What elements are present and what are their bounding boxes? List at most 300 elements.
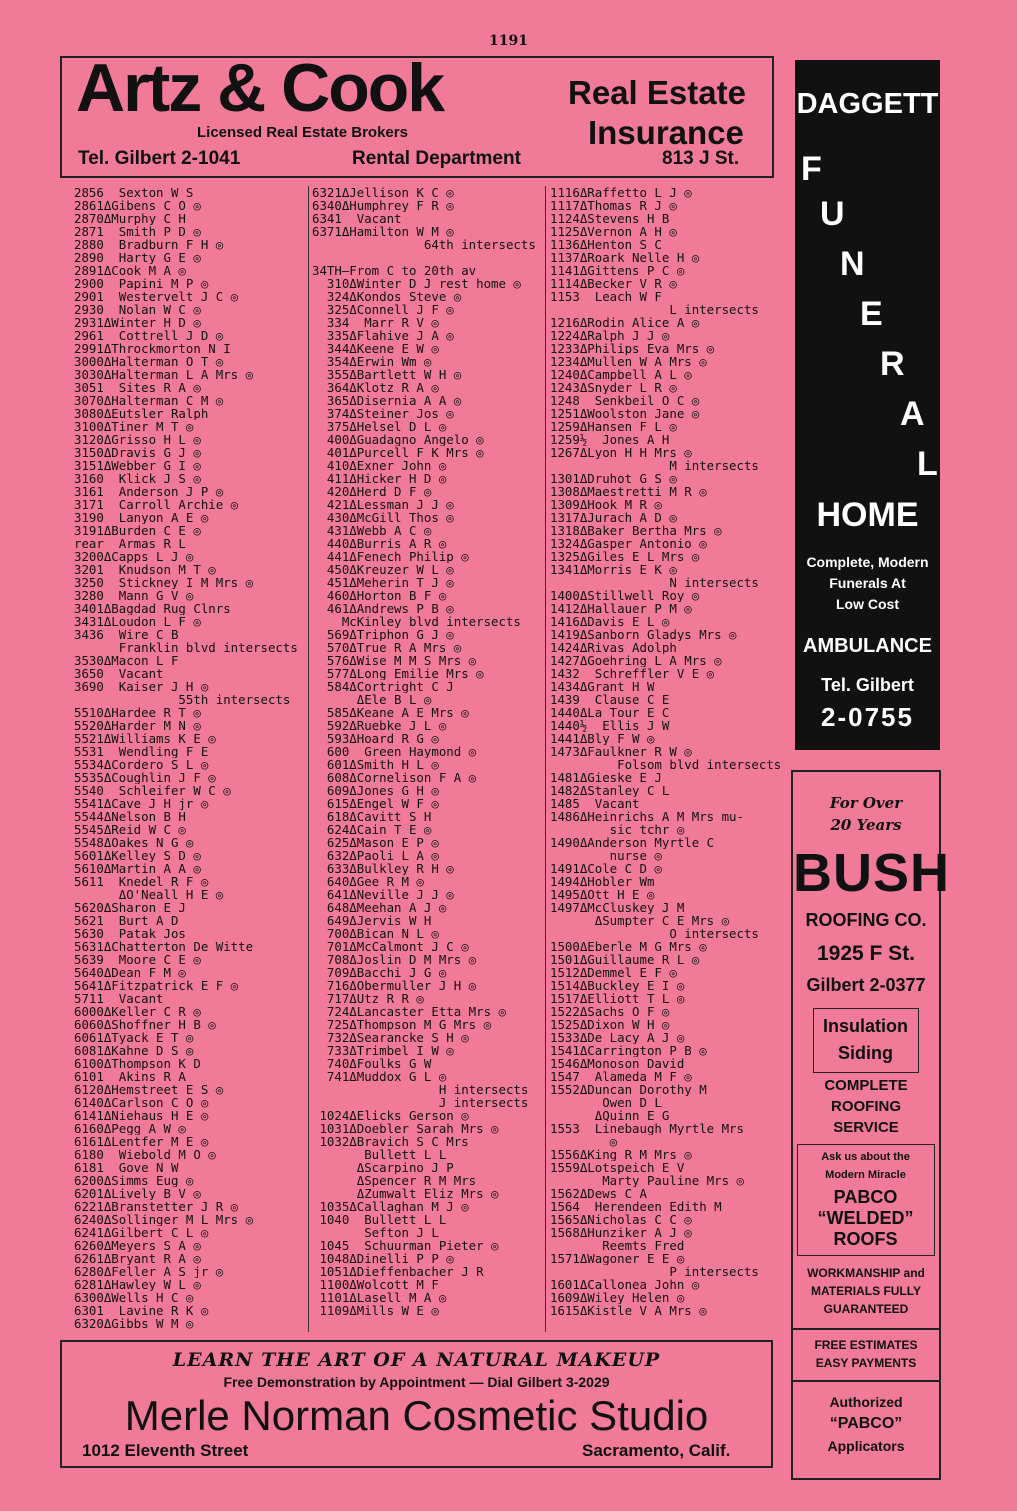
daggett-line: Funerals At [829, 575, 906, 591]
directory-entry: Franklin blvd intersects [74, 641, 298, 654]
bush-workmanship: WORKMANSHIP and [807, 1266, 925, 1280]
directory-entry: 2991ΔThrockmorton N I [74, 342, 231, 355]
directory-entry: 324ΔKondos Steve ◎ [312, 290, 462, 303]
daggett-line: Low Cost [836, 596, 899, 612]
directory-entry: 6181 Gove N W [74, 1161, 179, 1174]
bush-ask: Modern Miracle [825, 1169, 906, 1181]
directory-entry: 1318ΔBaker Bertha Mrs ◎ [550, 524, 722, 537]
directory-entry: 1541ΔCarrington P B ◎ [550, 1044, 707, 1057]
merle-norman-ad [60, 1340, 773, 1468]
directory-entry: 6321ΔJellison K C ◎ [312, 186, 454, 199]
directory-entry: 401ΔPurcell F K Mrs ◎ [312, 446, 484, 459]
directory-entry: 1136ΔHenton S C [550, 238, 662, 251]
directory-entry: 3401ΔBagdad Rug Clnrs [74, 602, 231, 615]
directory-entry: 600 Green Haymond ◎ [312, 745, 477, 758]
directory-entry: 640ΔGee R M ◎ [312, 875, 424, 888]
directory-entry: 5610ΔMartin A A ◎ [74, 862, 201, 875]
directory-entry: J intersects [312, 1096, 529, 1109]
directory-entry: 1565ΔNicholas C C ◎ [550, 1213, 692, 1226]
directory-entry: 1473ΔFaulkner R W ◎ [550, 745, 692, 758]
merle-name: Merle Norman Cosmetic Studio [124, 1392, 709, 1439]
bush-authorized: Authorized [829, 1394, 903, 1410]
directory-entry: 609ΔJones G H ◎ [312, 784, 439, 797]
directory-entry: 740ΔFoulks G W [312, 1057, 432, 1070]
directory-entry: 725ΔThompson M G Mrs ◎ [312, 1018, 492, 1031]
bush-roofing-ad [791, 770, 951, 1480]
directory-entry: McKinley blvd intersects [312, 615, 521, 628]
directory-entry: 1416ΔDavis E L ◎ [550, 615, 670, 628]
directory-entry: 5641ΔFitzpatrick E F ◎ [74, 979, 239, 992]
directory-entry: 1546ΔMonoson David [550, 1057, 685, 1070]
directory-entry: 709ΔBacchi J G ◎ [312, 966, 447, 979]
directory-entry: 641ΔNeville J J ◎ [312, 888, 454, 901]
bush-name: BUSH [793, 843, 951, 903]
directory-entry: 1553 Linebaugh Myrtle Mrs [550, 1122, 744, 1135]
directory-entry: 1309ΔHook M R ◎ [550, 498, 662, 511]
bush-ask: Ask us about the [821, 1151, 910, 1163]
directory-entry: 1035ΔCallaghan M J ◎ [312, 1200, 469, 1213]
bush-insulation: Insulation [823, 1016, 908, 1036]
directory-entry: 585ΔKeane A E Mrs ◎ [312, 706, 469, 719]
directory-entry: 335ΔFlahive J A ◎ [312, 329, 454, 342]
directory-entry: 1325ΔGiles E L Mrs ◎ [550, 550, 700, 563]
directory-entry: 374ΔSteiner Jos ◎ [312, 407, 454, 420]
directory-entry: 1564 Herendeen Edith M [550, 1200, 722, 1213]
directory-entry: 5531 Wendling F E [74, 745, 209, 758]
directory-entry: 1248 Senkbeil O C ◎ [550, 394, 700, 407]
divider [793, 1328, 939, 1330]
directory-entry: 1301ΔDruhot G S ◎ [550, 472, 677, 485]
directory-entry: ΔSpencer R M Mrs [312, 1174, 477, 1187]
directory-entry: 5541ΔCave J H jr ◎ [74, 797, 209, 810]
directory-entry: 593ΔHoard R G ◎ [312, 732, 439, 745]
bush-free-estimates: FREE ESTIMATES [814, 1338, 918, 1352]
directory-entry: M intersects [550, 459, 759, 472]
bush-siding: Siding [838, 1043, 893, 1063]
merle-free-demo: Free Demonstration by Appointment — Dial Gilbert 3-2029 [223, 1374, 610, 1390]
directory-entry: 1324ΔGasper Antonio ◎ [550, 537, 707, 550]
funeral-letter: A [900, 395, 925, 433]
directory-entry: 6300ΔWells H C ◎ [74, 1291, 194, 1304]
directory-entry: 344ΔKeene E W ◎ [312, 342, 439, 355]
directory-entry: 1400ΔStillwell Roy ◎ [550, 589, 700, 602]
directory-entry: 421ΔLessman J J ◎ [312, 498, 454, 511]
daggett-funeral-ad [795, 60, 940, 750]
directory-entry: 5510ΔHardee R T ◎ [74, 706, 201, 719]
directory-entry: 1514ΔBuckley E I ◎ [550, 979, 685, 992]
directory-entry: 1259ΔHansen F L ◎ [550, 420, 677, 433]
funeral-letter: R [880, 345, 905, 383]
directory-entry: 6081ΔKahne D S ◎ [74, 1044, 194, 1057]
directory-entry: 1045 Schuurman Pieter ◎ [312, 1239, 499, 1252]
directory-entry: 633ΔBulkley R H ◎ [312, 862, 454, 875]
page-number: 1191 [489, 33, 528, 49]
directory-entry: ΔEle B L ◎ [312, 693, 432, 706]
artz-real-estate: Real Estate [568, 74, 746, 111]
directory-entry: 2861ΔGibens C O ◎ [74, 199, 201, 212]
directory-entry: 1224ΔRalph J J ◎ [550, 329, 670, 342]
directory-entry: 6301 Lavine R K ◎ [74, 1304, 209, 1317]
directory-entry: Bullett L L [312, 1148, 447, 1161]
directory-entry: 375ΔHelsel D L ◎ [312, 420, 447, 433]
directory-column-2 [312, 186, 542, 1317]
directory-entry: 5601ΔKelley S D ◎ [74, 849, 201, 862]
directory-entry: 1440½ Ellis J W [550, 719, 670, 732]
directory-entry: 1251ΔWoolston Jane ◎ [550, 407, 700, 420]
directory-entry: 1216ΔRodin Alice A ◎ [550, 316, 700, 329]
directory-entry: 3191ΔBurden C E ◎ [74, 524, 201, 537]
directory-entry: 6371ΔHamilton W M ◎ [312, 225, 454, 238]
pabco-box [797, 1144, 935, 1256]
merle-address: 1012 Eleventh Street [82, 1441, 249, 1460]
directory-entry: 3171 Carroll Archie ◎ [74, 498, 239, 511]
directory-entry: 1434ΔGrant H W [550, 680, 655, 693]
directory-entry: 1419ΔSanborn Gladys Mrs ◎ [550, 628, 737, 641]
directory-entry: 732ΔSearancke S H ◎ [312, 1031, 469, 1044]
directory-entry: Owen D L [550, 1096, 662, 1109]
directory-entry: 2870ΔMurphy C H [74, 212, 186, 225]
directory-entry: 6320ΔGibbs W M ◎ [74, 1317, 194, 1330]
merle-city: Sacramento, Calif. [582, 1441, 731, 1460]
directory-entry: 1153 Leach W F [550, 290, 662, 303]
artz-subtitle: Licensed Real Estate Brokers [197, 124, 408, 141]
directory-entry: rear Armas R L [74, 537, 186, 550]
directory-entry: 3161 Anderson J P ◎ [74, 485, 224, 498]
bush-for-over: For Over [829, 794, 903, 812]
bush-pabco-quoted: “PABCO” [829, 1415, 903, 1432]
directory-entry: sic tchr ◎ [550, 823, 685, 836]
directory-column-3 [550, 186, 782, 1317]
directory-entry: 6340ΔHumphrey F R ◎ [312, 199, 454, 212]
bush-address: 1925 F St. [816, 942, 916, 965]
directory-entry: 733ΔTrimbel I W ◎ [312, 1044, 454, 1057]
directory-entry: 364ΔKlotz R A ◎ [312, 381, 439, 394]
directory-entry: 1124ΔStevens H B [550, 212, 670, 225]
directory-entry: 6160ΔPegg A W ◎ [74, 1122, 186, 1135]
directory-entry: H intersects [312, 1083, 529, 1096]
directory-entry: 1267ΔLyon H H Mrs ◎ [550, 446, 692, 459]
directory-entry: 1137ΔRoark Nelle H ◎ [550, 251, 700, 264]
artz-address: 813 J St. [662, 148, 740, 169]
bush-years: 20 Years [830, 816, 902, 834]
directory-entry: 410ΔExner John ◎ [312, 459, 447, 472]
directory-entry: 649ΔJervis W H [312, 914, 432, 927]
directory-entry: 3201 Knudson M T ◎ [74, 563, 216, 576]
directory-entry: 3190 Lanyon A E ◎ [74, 511, 209, 524]
directory-entry: 3650 Vacant [74, 667, 164, 680]
directory-entry: 2961 Cottrell J D ◎ [74, 329, 224, 342]
bush-pabco: PABCO [833, 1187, 898, 1207]
directory-entry: 3250 Stickney I M Mrs ◎ [74, 576, 254, 589]
directory-entry: 1114ΔBecker V R ◎ [550, 277, 677, 290]
merle-learn: LEARN THE ART OF A NATURAL MAKEUP [172, 1349, 661, 1371]
directory-entry: 55th intersects [74, 693, 291, 706]
directory-entry: 592ΔRuebke J L ◎ [312, 719, 447, 732]
funeral-letter: E [860, 295, 883, 333]
directory-entry: 1495ΔOtt H E ◎ [550, 888, 655, 901]
directory-entry: 5630 Patak Jos [74, 927, 186, 940]
directory-entry: 1031ΔDoebler Sarah Mrs ◎ [312, 1122, 499, 1135]
directory-entry: P intersects [550, 1265, 759, 1278]
directory-entry: 648ΔMeehan A J ◎ [312, 901, 447, 914]
directory-entry: 1482ΔStanley C L [550, 784, 670, 797]
directory-entry: 1490ΔAnderson Myrtle C [550, 836, 715, 849]
directory-entry: 1568ΔHunziker A J ◎ [550, 1226, 692, 1239]
directory-entry: 624ΔCain T E ◎ [312, 823, 432, 836]
directory-entry: 1571ΔWagoner E E ◎ [550, 1252, 685, 1265]
directory-entry: 1341ΔMorris E K ◎ [550, 563, 677, 576]
directory-entry: 6000ΔKeller C R ◎ [74, 1005, 201, 1018]
directory-entry: 6060ΔShoffner H B ◎ [74, 1018, 216, 1031]
directory-entry: 6120ΔHemstreet E S ◎ [74, 1083, 224, 1096]
bush-easy-payments: EASY PAYMENTS [815, 1356, 917, 1370]
daggett-ambulance: AMBULANCE [803, 635, 932, 657]
directory-entry: 584ΔCortright C J [312, 680, 454, 693]
directory-entry: 460ΔHorton B F ◎ [312, 589, 447, 602]
directory-entry: 6240ΔSollinger M L Mrs ◎ [74, 1213, 254, 1226]
daggett-name: DAGGETT [796, 88, 939, 120]
directory-entry: 6241ΔGilbert C L ◎ [74, 1226, 209, 1239]
directory-entry: 411ΔHicker H D ◎ [312, 472, 447, 485]
funeral-letter: N [840, 245, 865, 283]
funeral-letter: U [820, 195, 845, 233]
directory-entry: 451ΔMeherin T J ◎ [312, 576, 454, 589]
directory-entry: 6261ΔBryant R A ◎ [74, 1252, 201, 1265]
directory-entry: ◎ [550, 1135, 618, 1148]
directory-entry: 1501ΔGuillaume R L ◎ [550, 953, 700, 966]
directory-entry: Folsom blvd intersects [550, 758, 782, 771]
daggett-line: Complete, Modern [806, 554, 929, 570]
directory-entry: O intersects [550, 927, 759, 940]
directory-entry: 1522ΔSachs O F ◎ [550, 1005, 670, 1018]
directory-entry: 601ΔSmith H L ◎ [312, 758, 439, 771]
directory-entry: 355ΔBartlett W H ◎ [312, 368, 462, 381]
directory-entry: 608ΔCornelison F A ◎ [312, 771, 477, 784]
directory-entry: 700ΔBican N L ◎ [312, 927, 439, 940]
directory-entry: 1243ΔSnyder L R ◎ [550, 381, 677, 394]
directory-entry: 5534ΔCordero S L ◎ [74, 758, 209, 771]
directory-entry: 716ΔObermuller J H ◎ [312, 979, 477, 992]
directory-entry: 1547 Alameda M F ◎ [550, 1070, 692, 1083]
directory-entry: 5639 Moore C E ◎ [74, 953, 201, 966]
insulation-box [813, 1008, 919, 1073]
directory-entry: ΔScarpino J P [312, 1161, 454, 1174]
directory-entry: 1259½ Jones A H [550, 433, 670, 446]
directory-entry: 2871 Smith P D ◎ [74, 225, 201, 238]
directory-entry: 724ΔLancaster Etta Mrs ◎ [312, 1005, 506, 1018]
directory-entry: 400ΔGuadagno Angelo ◎ [312, 433, 484, 446]
directory-entry: 5540 Schleifer W C ◎ [74, 784, 231, 797]
directory-entry: 3530ΔMacon L F [74, 654, 179, 667]
directory-entry: 3200ΔCapps L J ◎ [74, 550, 194, 563]
directory-entry: 3280 Mann G V ◎ [74, 589, 194, 602]
directory-entry: 1441ΔBly F W ◎ [550, 732, 655, 745]
directory-entry: 1048ΔDinelli P P ◎ [312, 1252, 454, 1265]
directory-entry: 1440ΔLa Tour E C [550, 706, 670, 719]
directory-entry: 441ΔFenech Philip ◎ [312, 550, 469, 563]
artz-insurance: Insurance [588, 114, 744, 151]
directory-entry: 1233ΔPhilips Eva Mrs ◎ [550, 342, 715, 355]
bush-materials: MATERIALS FULLY [811, 1284, 921, 1298]
column-divider [308, 186, 309, 1332]
directory-entry: 2931ΔWinter H D ◎ [74, 316, 201, 329]
directory-entry: 6200ΔSimms Eug ◎ [74, 1174, 194, 1187]
directory-entry: 1615ΔKistle V A Mrs ◎ [550, 1304, 707, 1317]
directory-entry: 6140ΔCarlson C O ◎ [74, 1096, 209, 1109]
directory-entry: 1556ΔKing R M Mrs ◎ [550, 1148, 692, 1161]
directory-entry: 741ΔMuddox G L ◎ [312, 1070, 447, 1083]
directory-entry: 6341 Vacant [312, 212, 402, 225]
directory-entry: 6180 Wiebold M O ◎ [74, 1148, 216, 1161]
directory-entry: 1533ΔDe Lacy A J ◎ [550, 1031, 685, 1044]
directory-entry: 570ΔTrue R A Mrs ◎ [312, 641, 462, 654]
directory-entry: 1491ΔCole C D ◎ [550, 862, 662, 875]
directory-entry: 3030ΔHalterman L A Mrs ◎ [74, 368, 254, 381]
divider [793, 1380, 939, 1382]
directory-entry: 64th intersects [312, 238, 536, 251]
directory-entry: 2900 Papini M P ◎ [74, 277, 209, 290]
directory-entry: 3160 Klick J S ◎ [74, 472, 201, 485]
directory-entry: 365ΔDisernia A A ◎ [312, 394, 462, 407]
directory-entry: 1109ΔMills W E ◎ [312, 1304, 439, 1317]
directory-entry: 3100ΔTiner M T ◎ [74, 420, 194, 433]
directory-entry: 461ΔAndrews P B ◎ [312, 602, 454, 615]
directory-entry: 5620ΔSharon E J [74, 901, 186, 914]
directory-entry: 1562ΔDews C A [550, 1187, 647, 1200]
directory-entry: 2891ΔCook M A ◎ [74, 264, 186, 277]
directory-entry: 3000ΔHalterman O T ◎ [74, 355, 224, 368]
directory-entry: 625ΔMason E P ◎ [312, 836, 439, 849]
directory-entry: 6201ΔLively B V ◎ [74, 1187, 201, 1200]
column-divider [545, 186, 546, 1332]
directory-entry: 6101 Akins R A [74, 1070, 186, 1083]
directory-entry: 1427ΔGoehring L A Mrs ◎ [550, 654, 722, 667]
directory-entry: 577ΔLong Emilie Mrs ◎ [312, 667, 484, 680]
directory-entry: 1609ΔWiley Helen ◎ [550, 1291, 685, 1304]
directory-entry: 576ΔWise M M S Mrs ◎ [312, 654, 477, 667]
directory-entry: ΔSumpter C E Mrs ◎ [550, 914, 730, 927]
directory-column-1 [74, 186, 306, 1330]
funeral-letter: L [917, 445, 938, 483]
directory-entry: 5631ΔChatterton De Witte [74, 940, 254, 953]
directory-entry: N intersects [550, 576, 759, 589]
directory-entry: 701ΔMcCalmont J C ◎ [312, 940, 469, 953]
directory-entry: 1117ΔThomas R J ◎ [550, 199, 677, 212]
daggett-number: 2-0755 [821, 702, 914, 732]
directory-entry: 3431ΔLoudon L F ◎ [74, 615, 201, 628]
directory-entry: 1116ΔRaffetto L J ◎ [550, 186, 692, 199]
artz-tel: Tel. Gilbert 2-1041 [78, 148, 241, 169]
directory-entry: 6100ΔThompson K D [74, 1057, 201, 1070]
bush-service: SERVICE [833, 1119, 899, 1136]
directory-entry: 1032ΔBravich S C Mrs [312, 1135, 469, 1148]
directory-entry: 5544ΔNelson B H [74, 810, 186, 823]
directory-entry: 1040 Bullett L L [312, 1213, 447, 1226]
directory-entry: 2856 Sexton W S [74, 186, 194, 199]
directory-entry: 632ΔPaoli L A ◎ [312, 849, 439, 862]
directory-entry: 1125ΔVernon A H ◎ [550, 225, 677, 238]
directory-entry: 2890 Harty G E ◎ [74, 251, 201, 264]
directory-entry: 430ΔMcGill Thos ◎ [312, 511, 454, 524]
artz-title: Artz & Cook [76, 50, 444, 126]
directory-entry: 1481ΔGieske E J [550, 771, 662, 784]
bush-complete: COMPLETE [824, 1077, 908, 1094]
artz-rental: Rental Department [352, 148, 521, 169]
directory-entry: 5521ΔWilliams K E ◎ [74, 732, 216, 745]
directory-entry: 3070ΔHalterman C M ◎ [74, 394, 224, 407]
directory-entry: 5711 Vacant [74, 992, 164, 1005]
directory-entry: 3151ΔWebber G I ◎ [74, 459, 201, 472]
directory-entry: 5545ΔReid W C ◎ [74, 823, 186, 836]
directory-entry: 1424ΔRivas Adolph [550, 641, 677, 654]
directory-entry: 1024ΔElicks Gerson ◎ [312, 1109, 469, 1122]
directory-entry: 5535ΔCoughlin J F ◎ [74, 771, 216, 784]
directory-entry: 3080ΔEutsler Ralph [74, 407, 209, 420]
directory-entry: 1240ΔCampbell A L ◎ [550, 368, 692, 381]
artz-cook-ad [60, 50, 774, 178]
directory-entry: 708ΔJoslin D M Mrs ◎ [312, 953, 477, 966]
directory-entry: 3150ΔDravis G J ◎ [74, 446, 201, 459]
directory-entry: 354ΔErwin Wm ◎ [312, 355, 432, 368]
directory-entry: 1101ΔLasell M A ◎ [312, 1291, 447, 1304]
directory-entry: 6281ΔHawley W L ◎ [74, 1278, 201, 1291]
directory-entry: ΔO'Neall H E ◎ [74, 888, 224, 901]
directory-entry: 3436 Wire C B [74, 628, 179, 641]
directory-entry: 6141ΔNiehaus H E ◎ [74, 1109, 209, 1122]
funeral-letter: F [801, 150, 822, 188]
directory-entry: 1512ΔDemmel E F ◎ [550, 966, 677, 979]
directory-entry: nurse ◎ [550, 849, 662, 862]
directory-entry: 3690 Kaiser J H ◎ [74, 680, 209, 693]
directory-entry: 431ΔWebb A C ◎ [312, 524, 432, 537]
directory-entry: 1485 Vacant [550, 797, 640, 810]
bush-roofs: ROOFS [833, 1229, 898, 1249]
directory-entry: Sefton J L [312, 1226, 439, 1239]
directory-entry: ΔQuinn E G [550, 1109, 670, 1122]
directory-entry: 618ΔCavitt S H [312, 810, 432, 823]
directory-entry: 1141ΔGittens P C ◎ [550, 264, 685, 277]
directory-entry: 6061ΔTyack E T ◎ [74, 1031, 194, 1044]
bush-roofing: ROOFING CO. [805, 910, 927, 930]
directory-entry: 325ΔConnell J F ◎ [312, 303, 454, 316]
directory-entry: 1601ΔCallonea John ◎ [550, 1278, 700, 1291]
directory-entry: 1559ΔLotspeich E V [550, 1161, 685, 1174]
directory-entry: 2880 Bradburn F H ◎ [74, 238, 224, 251]
directory-entry: 5621 Burt A D [74, 914, 179, 927]
directory-entry: 1497ΔMcCluskey J M [550, 901, 685, 914]
directory-entry: 5640ΔDean F M ◎ [74, 966, 186, 979]
directory-entry: 5611 Knedel R F ◎ [74, 875, 209, 888]
directory-entry: L intersects [550, 303, 759, 316]
daggett-tel: Tel. Gilbert [821, 675, 914, 695]
directory-entry: 1317ΔJurach A D ◎ [550, 511, 677, 524]
directory-entry: 5520ΔHarder M N ◎ [74, 719, 201, 732]
directory-entry: 1100ΔWolcott M F [312, 1278, 439, 1291]
directory-entry: 450ΔKreuzer W L ◎ [312, 563, 454, 576]
directory-entry: 569ΔTriphon G J ◎ [312, 628, 454, 641]
directory-entry: 6280ΔFeller A S jr ◎ [74, 1265, 224, 1278]
bush-welded: “WELDED” [817, 1208, 914, 1228]
directory-entry: 717ΔUtz R R ◎ [312, 992, 424, 1005]
directory-entry: 1412ΔHallauer P M ◎ [550, 602, 692, 615]
directory-entry: 3051 Sites R A ◎ [74, 381, 201, 394]
directory-entry: 334 Marr R V ◎ [312, 316, 439, 329]
directory-entry: 1494ΔHobler Wm [550, 875, 655, 888]
directory-entry: 1486ΔHeinrichs A M Mrs mu- [550, 810, 744, 823]
directory-entry: 420ΔHerd D F ◎ [312, 485, 432, 498]
directory-entry: 6221ΔBranstetter J R ◎ [74, 1200, 239, 1213]
directory-entry: 3120ΔGrisso H L ◎ [74, 433, 201, 446]
